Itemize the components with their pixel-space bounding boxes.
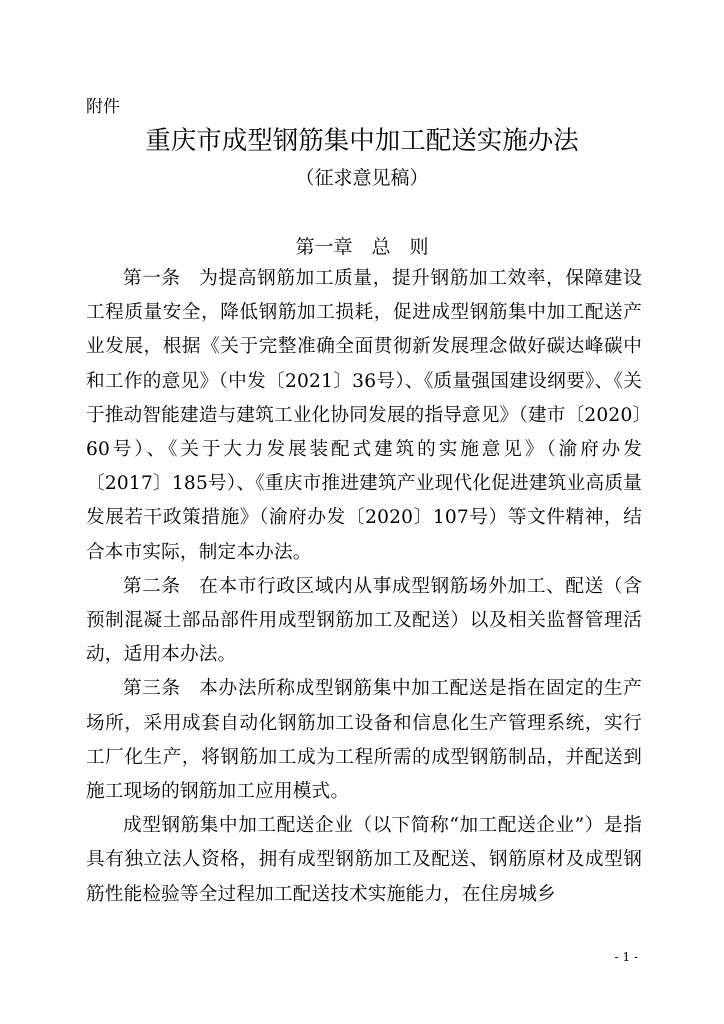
document-subtitle: （征求意见稿） (295, 167, 429, 189)
document-title: 重庆市成型钢筋集中加工配送实施办法 (145, 126, 579, 156)
page-number: - 1 - (614, 950, 638, 964)
article-2-text: 在本市行政区域内从事成型钢筋场外加工、配送（含预制混凝土部品部件用成型钢筋加工及配送）以及相关监督管理活动，适用本办法。 (86, 575, 642, 666)
article-2-number: 第二条 (123, 575, 181, 597)
attachment-label: 附件 (86, 97, 120, 117)
article-3-number: 第三条 (123, 678, 181, 700)
chapter-heading: 第一章 总 则 (295, 236, 429, 258)
article-1 (86, 262, 642, 570)
article-3-continuation: 成型钢筋集中加工配送企业（以下简称“加工配送企业”）是指具有独立法人资格，拥有成型钢筋加工及配送、钢筋原材及成型钢筋性能检验等全过程加工配送技术实施能力，在住房城乡 (86, 815, 642, 905)
article-3 (86, 672, 642, 809)
article-1-number: 第一条 (123, 268, 181, 289)
article-3-text: 本办法所称成型钢筋集中加工配送是指在固定的生产场所，采用成套自动化钢筋加工设备和信息化生产管理系统，实行工厂化生产，将钢筋加工成为工程所需的成型钢筋制品，并配送到施工现场的钢筋加工应用模式。 (86, 678, 642, 803)
article-1-text: 为提高钢筋加工质量，提升钢筋加工效率，保障建设工程质量安全，降低钢筋加工损耗，促进成型钢筋集中加工配送产业发展，根据《关于完整准确全面贯彻新发展理念做好碳达峰碳中和工作的意见》（中发〔2021〕36号）、《质量强国建设纲要》、《关于推动智能建造与建筑工业化协同发展的指导意见》（建市〔2020〕60号）、《关于大力发展装配式建筑的实施意见》（渝府办发〔2017〕185号）、《重庆市推进建筑产业现代化促进建筑业高质量发展若干政策措施》（渝府办发〔2020〕107号）等文件精神，结合本市实际，制定本办法。 (86, 268, 642, 563)
document-body (86, 262, 642, 912)
article-2 (86, 570, 642, 673)
